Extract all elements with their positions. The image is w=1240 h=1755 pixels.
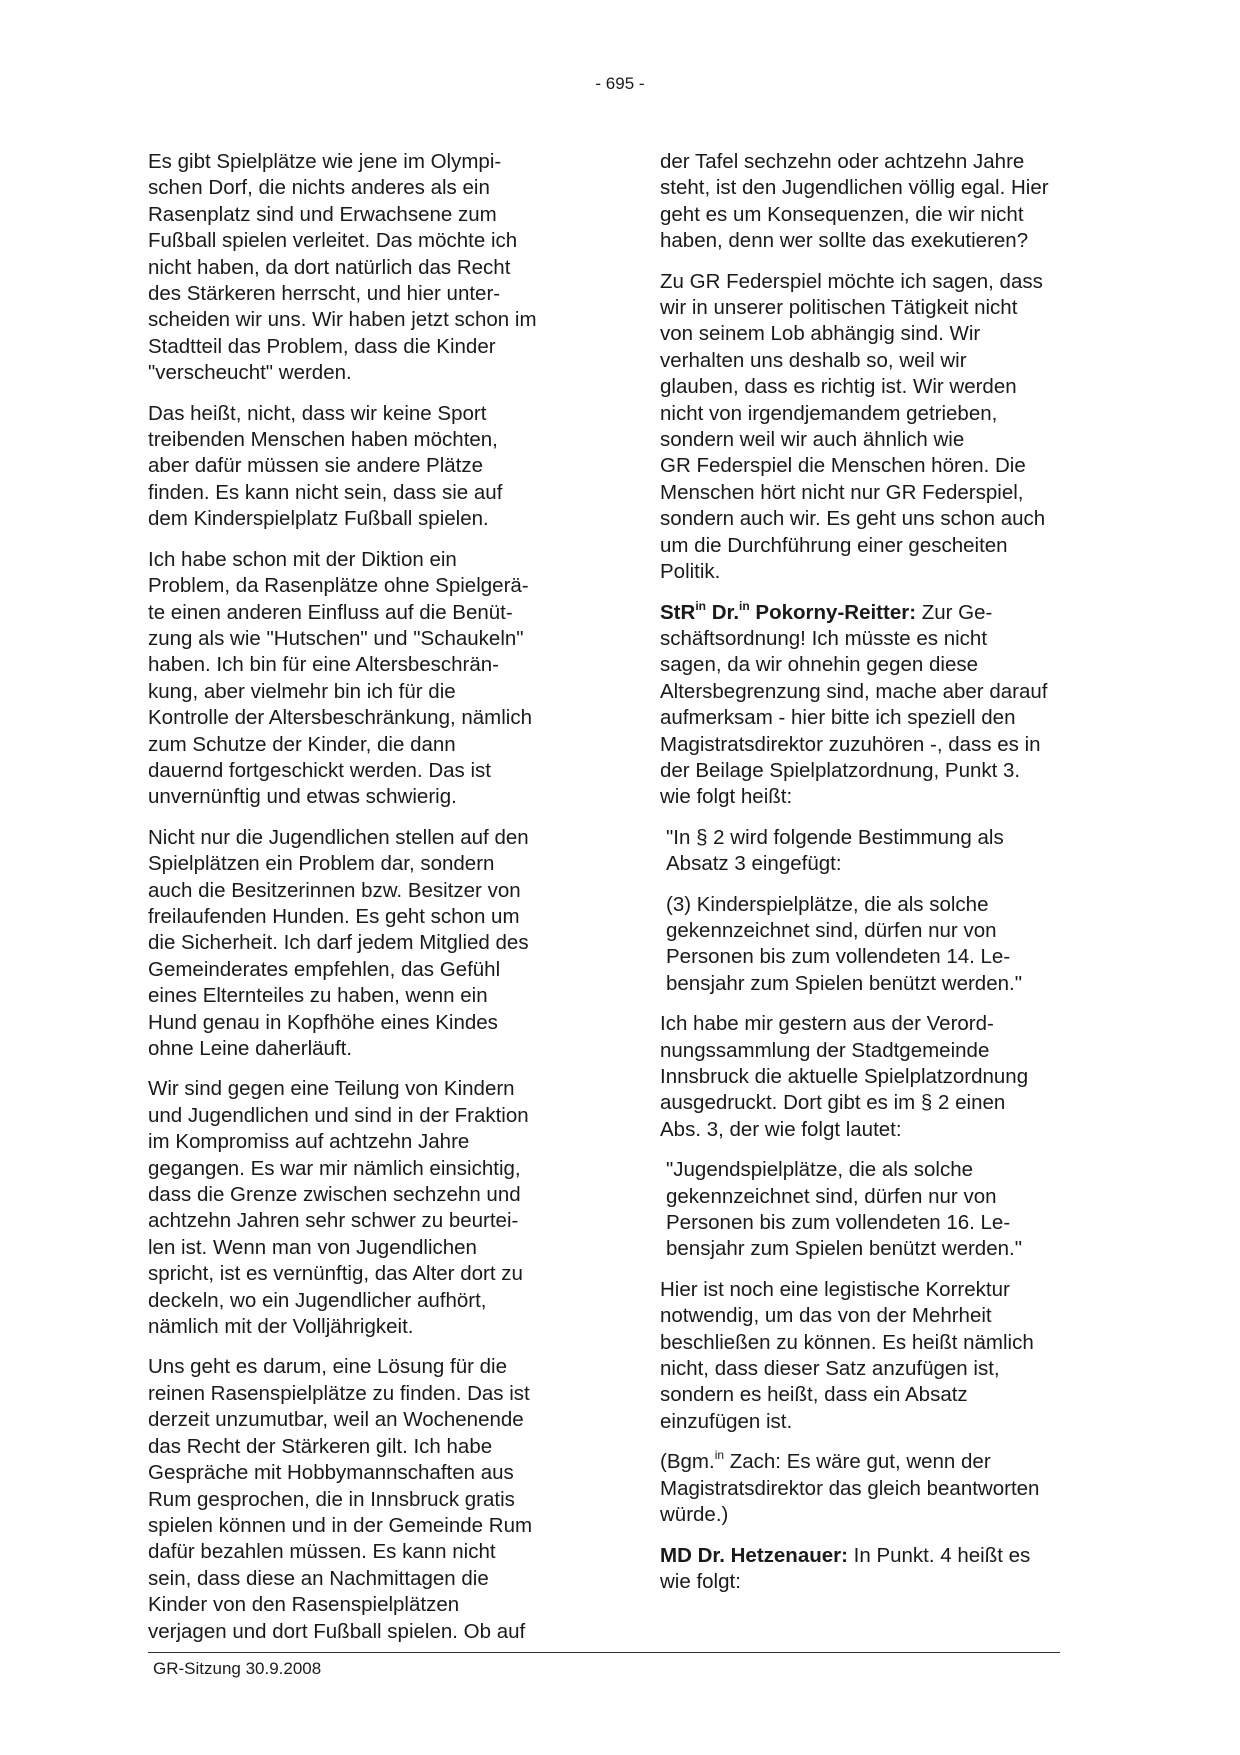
- speaker-surname: Pokorny-Reitter:: [755, 600, 917, 624]
- speaker-title-sup: in: [695, 598, 706, 613]
- footer-text: GR-Sitzung 30.9.2008: [153, 1659, 322, 1678]
- paragraph: Hier ist noch eine legistische Korrektur notwendig, um das von der Mehrheit beschließen zu können. Es heißt nämlich nicht, dass dieser Satz anzufügen ist, sondern es heißt, dass ein Absatz einzufügen ist.: [660, 1277, 1034, 1433]
- quote-paragraph: (3) Kinderspielplätze, die als solche gekennzeichnet sind, dürfen nur von Personen bis zum vollendeten 14. Le- bensjahr zum Spielen benützt werden.": [666, 892, 1022, 995]
- speaker-name: MD Dr. Hetzenauer:: [660, 1543, 848, 1567]
- speaker-degree: Dr.: [711, 600, 740, 624]
- paragraph: Es gibt Spielplätze wie jene im Olympi- schen Dorf, die nichts anderes als ein Rasenplatz sind und Erwachsene zum Fußball spielen verleitet. Das möchte ich nicht haben, da dort natürlich das Recht des Stärkeren herrscht, und hier unter- scheiden wir uns. Wir haben jetzt schon im Stadtteil das Problem, dass die Kinder "verscheucht" werden.: [148, 150, 537, 385]
- paragraph: der Tafel sechzehn oder achtzehn Jahre steht, ist den Jugendlichen völlig egal. Hier geht es um Konsequenzen, die wir nicht haben, denn wer sollte das exekutieren?: [660, 150, 1049, 253]
- speaker-name: [660, 598, 917, 624]
- quote-paragraph: "In § 2 wird folgende Bestimmung als Absatz 3 eingefügt:: [666, 825, 1004, 876]
- interjection-sup: in: [714, 1448, 725, 1463]
- interjection-text: Zach: Es wäre gut, wenn der Magistratsdirektor das gleich beantworten würde.): [660, 1450, 1040, 1527]
- paragraph: Zu GR Federspiel möchte ich sagen, dass wir in unserer politischen Tätigkeit nicht von seinem Lob abhängig sind. Wir verhalten uns deshalb so, weil wir glauben, dass es richtig ist. Wir werden nicht von irgendjemandem getrieben, sondern weil wir auch ähnlich wie GR Federspiel die Menschen hören. Die Menschen hört nicht nur GR Federspiel, sondern auch wir. Es geht uns schon auch um die Durchführung einer gescheiten Politik.: [660, 269, 1046, 584]
- paragraph: Wir sind gegen eine Teilung von Kindern und Jugendlichen und sind in der Fraktion im Kompromiss auf achtzehn Jahre gegangen. Es war mir nämlich einsichtig, dass die Grenze zwischen sechzehn und achtzehn Jahren sehr schwer zu beurtei- len ist. Wenn man von Jugendlichen spricht, ist es vernünftig, das Alter dort zu deckeln, wo ein Jugendlicher aufhört, nämlich mit der Volljährigkeit.: [148, 1077, 529, 1339]
- page-number: - 695 -: [595, 74, 645, 93]
- speaker-text: Zur Ge- schäftsordnung! Ich müsste es nicht sagen, da wir ohnehin gegen diese Altersbegrenzung sind, mache aber darauf aufmerksam - hier bitte ich speziell den Magistratsdirektor zuzuhören -, dass es in der Beilage Spielplatzordnung, Punkt 3. wie folgt heißt:: [660, 600, 1048, 809]
- interjection-open: (Bgm.: [660, 1450, 715, 1474]
- speaker-degree-sup: in: [739, 598, 750, 613]
- speaker-paragraph-pokorny-reitter: [660, 600, 1110, 811]
- paragraph: Das heißt, nicht, dass wir keine Sport treibenden Menschen haben möchten, aber dafür müssen sie andere Plätze finden. Es kann nicht sein, dass sie auf dem Kinderspielplatz Fußball spielen.: [148, 401, 503, 531]
- footer-divider: [148, 1652, 1060, 1653]
- right-column: [660, 149, 1110, 1609]
- paragraph: Nicht nur die Jugendlichen stellen auf den Spielplätzen ein Problem dar, sondern auch die Besitzerinnen bzw. Besitzer von freilaufenden Hunden. Es geht schon um die Sicherheit. Ich darf jedem Mitglied des Gemeinderates empfehlen, das Gefühl eines Elternteiles zu haben, wenn ein Hund genau in Kopfhöhe eines Kindes ohne Leine daherläuft.: [148, 825, 529, 1060]
- speaker-title: StR: [660, 600, 696, 624]
- speaker-paragraph-hetzenauer: [660, 1543, 1110, 1596]
- paragraph: Uns geht es darum, eine Lösung für die reinen Rasenspielplätze zu finden. Das ist derzeit unzumutbar, weil an Wochenende das Recht der Stärkeren gilt. Ich habe Gespräche mit Hobbymannschaften aus Rum gesprochen, die in Innsbruck gratis spielen können und in der Gemeinde Rum dafür bezahlen müssen. Es kann nicht sein, dass diese an Nachmittagen die Kinder von den Rasenspielplätzen verjagen und dort Fußball spielen. Ob auf: [148, 1355, 533, 1643]
- paragraph: Ich habe schon mit der Diktion ein Problem, da Rasenplätze ohne Spielgerä- te einen anderen Einfluss auf die Benüt- zung als wie "Hutschen" und "Schaukeln" haben. Ich bin für eine Altersbeschrän- kung, aber vielmehr bin ich für die Kontrolle der Altersbeschränkung, nämlich zum Schutze der Kinder, die dann dauernd fortgeschickt werden. Das ist unvernünftig und etwas schwierig.: [148, 547, 533, 809]
- quote-paragraph: "Jugendspielplätze, die als solche gekennzeichnet sind, dürfen nur von Personen bis zum vollendeten 16. Le- bensjahr zum Spielen benützt werden.": [666, 1158, 1022, 1261]
- left-column: [148, 149, 600, 1659]
- interjection-paragraph: [660, 1449, 1110, 1528]
- speaker-text: In Punkt. 4 heißt es wie folgt:: [660, 1543, 1031, 1593]
- paragraph: Ich habe mir gestern aus der Verord- nungssammlung der Stadtgemeinde Innsbruck die aktuelle Spielplatzordnung ausgedruckt. Dort gibt es im § 2 einen Abs. 3, der wie folgt lautet:: [660, 1012, 1029, 1141]
